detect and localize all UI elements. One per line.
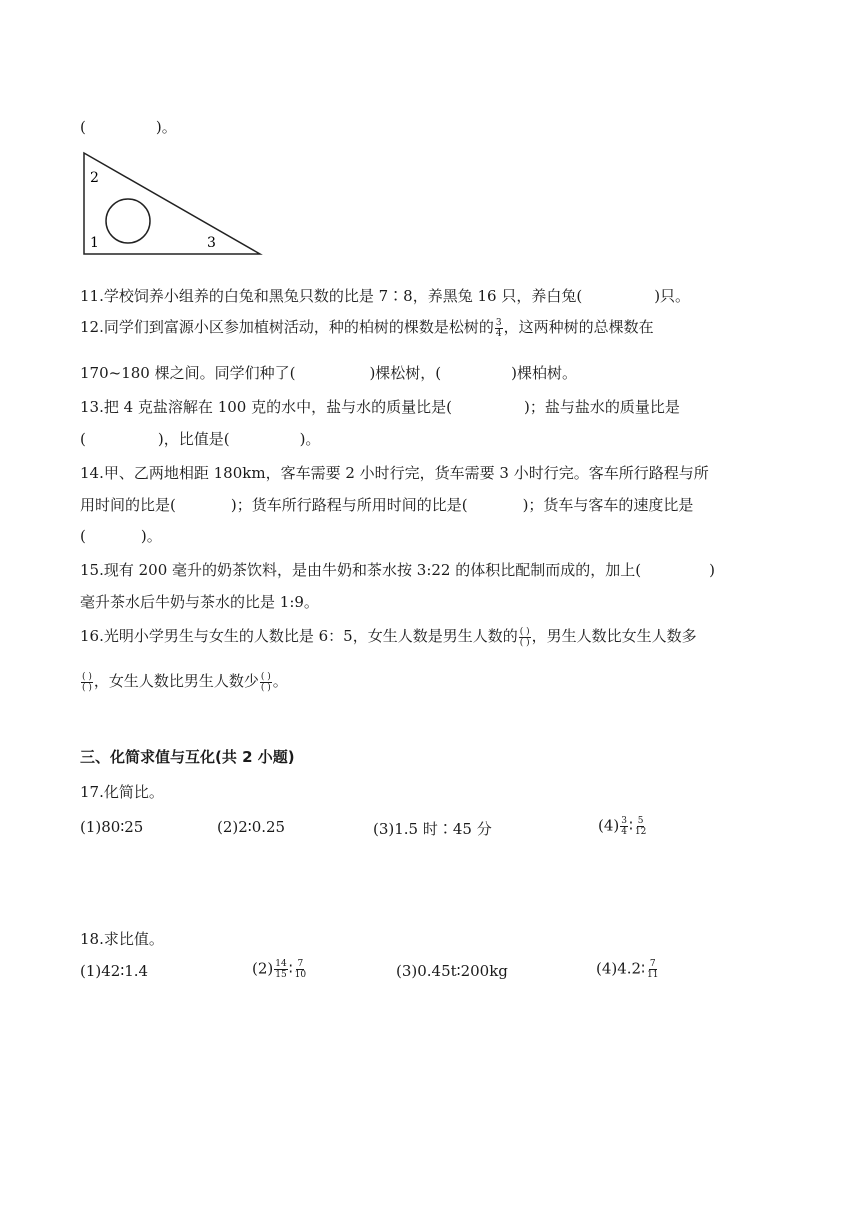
numerator: 14 (275, 959, 287, 969)
fraction (646, 959, 659, 980)
fraction-blank (519, 627, 531, 648)
question-16-line1 (80, 625, 697, 648)
q12-text: 12.同学们到富源小区参加植树活动，种的柏树的棵数是松树的 (80, 318, 494, 336)
paren-open: ( (80, 118, 86, 136)
question-11 (80, 285, 690, 306)
q15-line2: 毫升茶水后牛奶与茶水的比是 1:9。 (80, 593, 319, 611)
q17-item-4 (598, 816, 648, 837)
denominator: 4 (495, 328, 502, 339)
angle-label-3: 3 (207, 235, 216, 251)
q14-line2-a: 用时间的比是( (80, 496, 176, 514)
ratio-colon: ∶ (288, 959, 293, 978)
numerator: 7 (649, 959, 656, 969)
q15-text-b: ) (709, 561, 715, 579)
prev-question-tail (80, 116, 177, 137)
q17-item-2: (2)2∶0.25 (217, 818, 286, 836)
q18-item-2 (252, 959, 308, 980)
question-12-line2 (80, 362, 577, 383)
q18-item-1: (1)42∶1.4 (80, 962, 149, 980)
q12-line2-a: 170~180 棵之间。同学们种了( (80, 364, 296, 382)
q17-item-3: (3)1.5 时∶45 分 (373, 820, 492, 838)
q18-item-3: (3)0.45t∶200kg (396, 962, 508, 980)
q16-text: 16.光明小学男生与女生的人数比是 6：5，女生人数是男生人数的 (80, 627, 518, 645)
angle-label-2: 2 (90, 170, 99, 186)
denominator: 10 (294, 970, 307, 980)
numerator: 7 (297, 959, 304, 969)
inscribed-circle (106, 199, 150, 243)
denominator: 4 (621, 827, 627, 837)
q12-text-b: ，这两种树的总棵数在 (503, 318, 654, 336)
angle-label-1: 1 (90, 235, 99, 251)
numerator-blank: ( ) (519, 626, 530, 637)
section-heading: 三、化简求值与互化(共 2 小题) (80, 748, 295, 766)
item-prefix: (2) (252, 959, 274, 978)
q13-line2-a: ( (80, 430, 86, 448)
q13-text-b: )；盐与盐水的质量比是 (523, 398, 680, 416)
q11-text: 11.学校饲养小组养的白兔和黑兔只数的比是 7∶8，养黑兔 16 只，养白兔( (80, 287, 583, 305)
q14-line3-b: )。 (140, 527, 162, 545)
question-13-line2 (80, 428, 320, 449)
q12-line2-b: )棵松树，( (369, 364, 442, 382)
triangle-figure (80, 150, 265, 258)
question-13-line1 (80, 396, 680, 417)
q14-text: 14.甲、乙两地相距 180km，客车需要 2 小时行完，货车需要 3 小时行完。客车所行路程与所 (80, 464, 709, 482)
numerator-blank: ( ) (260, 671, 271, 682)
fraction-blank (260, 672, 272, 693)
q14-line3-a: ( (80, 527, 86, 545)
item-prefix: (4)4.2∶ (596, 959, 646, 978)
fraction (620, 816, 628, 837)
denominator-blank: ( ) (82, 682, 92, 693)
fraction (634, 816, 647, 837)
question-12-line1 (80, 316, 654, 339)
q13-line2-b: )，比值是( (157, 430, 230, 448)
question-17-title: 17.化简比。 (80, 783, 164, 801)
denominator-blank: ( ) (260, 682, 271, 693)
ratio-colon: ∶ (628, 816, 633, 835)
question-14-line1 (80, 462, 709, 483)
q12-line2-c: )棵柏树。 (511, 364, 578, 382)
q17-item-1: (1)80∶25 (80, 818, 144, 836)
q18-item-4 (596, 959, 660, 980)
q16-text-b: ，男生人数比女生人数多 (531, 627, 697, 645)
numerator: 5 (637, 816, 644, 826)
numerator-blank: ( ) (82, 671, 92, 682)
fraction (495, 318, 503, 339)
denominator-blank: ( ) (519, 637, 530, 648)
q15-text: 15.现有 200 毫升的奶茶饮料，是由牛奶和茶水按 3:22 的体积比配制而成的，加上( (80, 561, 642, 579)
denominator: 11 (647, 970, 659, 980)
q14-line2-c: )；货车与客车的速度比是 (522, 496, 694, 514)
q13-line2-c: )。 (299, 430, 321, 448)
question-16-line2 (80, 670, 288, 693)
q13-text: 13.把 4 克盐溶解在 100 克的水中，盐与水的质量比是( (80, 398, 452, 416)
fraction (294, 959, 307, 980)
q16-line2-a: ，女生人数比男生人数少 (93, 672, 259, 690)
numerator: 3 (495, 317, 502, 328)
question-15-line2 (80, 591, 319, 612)
question-14-line3 (80, 525, 162, 546)
numerator: 3 (621, 816, 627, 826)
fraction-blank (81, 672, 93, 693)
question-15-line1 (80, 559, 715, 580)
fraction (274, 959, 287, 980)
denominator: 12 (634, 827, 647, 837)
question-18-title: 18.求比值。 (80, 930, 164, 948)
triangle-shape (84, 153, 260, 254)
item-prefix: (4) (598, 816, 620, 835)
q11-text-end: )只。 (654, 287, 691, 305)
question-14-line2 (80, 494, 693, 515)
q16-line2-b: 。 (272, 672, 288, 690)
denominator: 15 (275, 970, 287, 980)
q14-line2-b: )；货车所行路程与所用时间的比是( (230, 496, 468, 514)
paren-close: )。 (155, 118, 177, 136)
